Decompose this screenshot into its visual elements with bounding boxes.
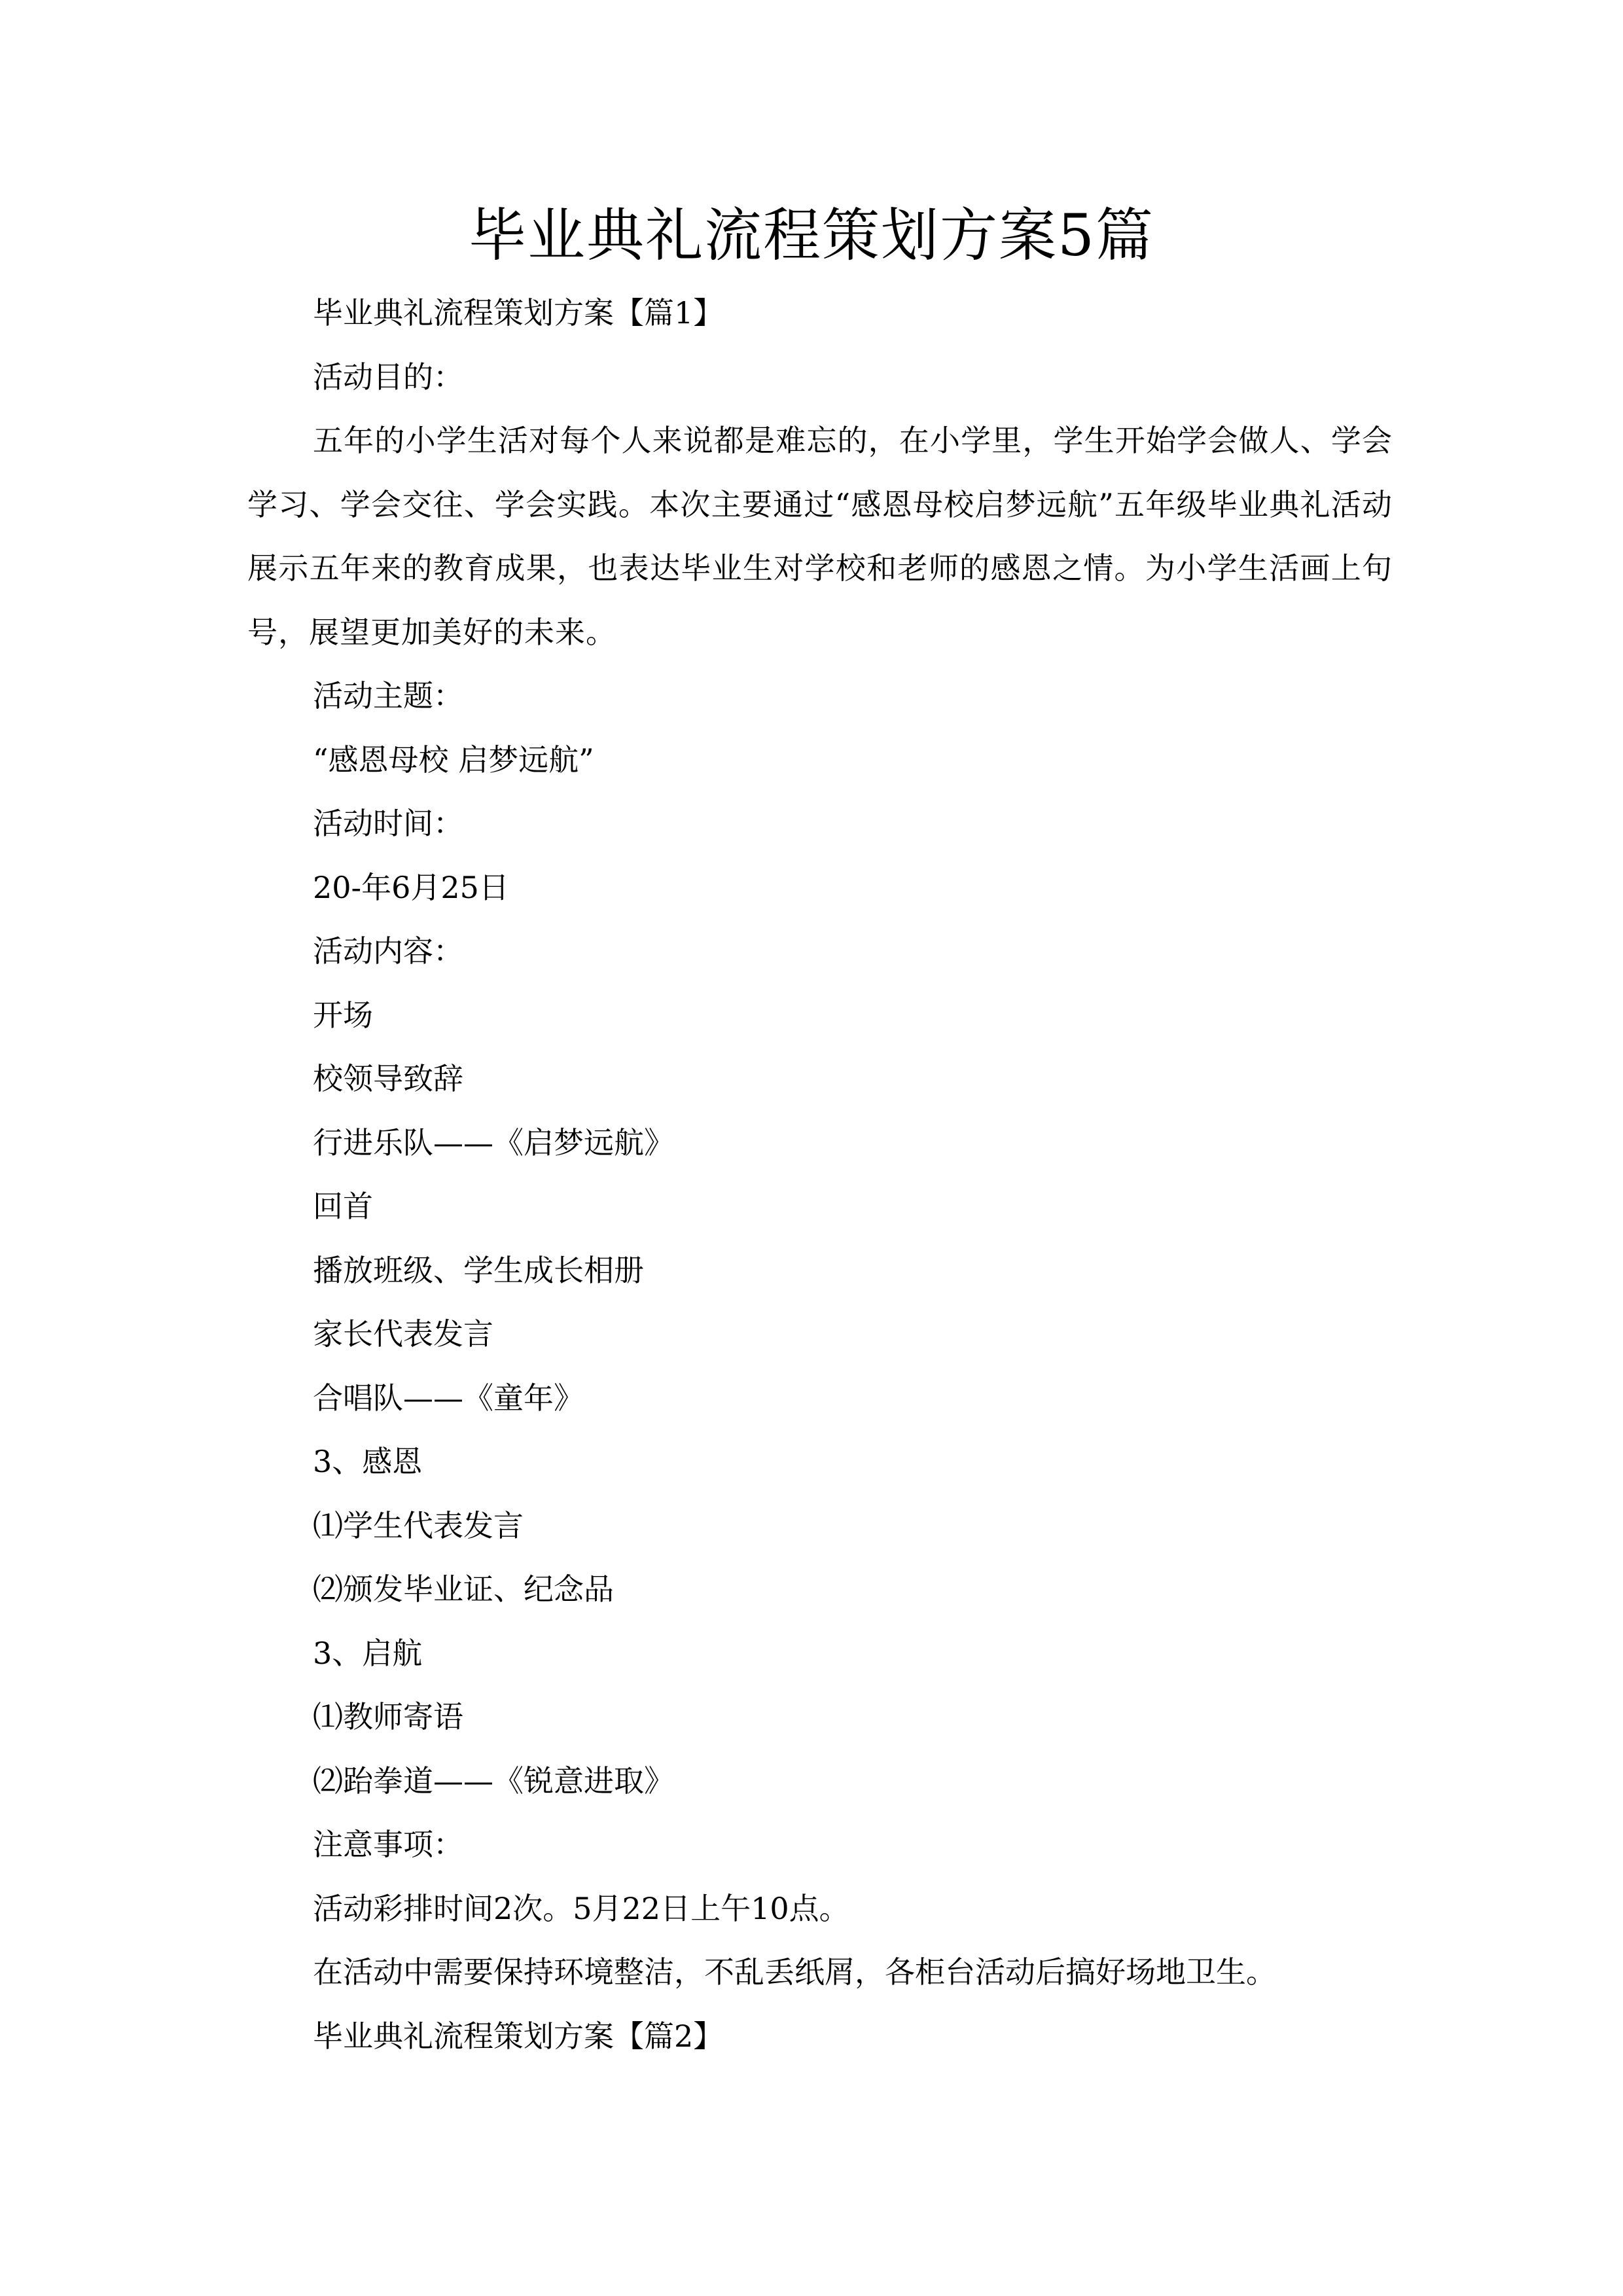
time-label: 活动时间：	[313, 806, 463, 841]
content-item: 校领导致辞	[313, 1061, 463, 1096]
content-item: 回首	[313, 1189, 373, 1224]
content-item: 开场	[313, 997, 373, 1033]
content-item: ⑵跆拳道——《锐意进取》	[313, 1763, 674, 1799]
content-item: 播放班级、学生成长相册	[313, 1252, 644, 1288]
content-item: ⑴学生代表发言	[313, 1507, 524, 1543]
section-heading-1: 毕业典礼流程策划方案【篇1】	[313, 295, 724, 331]
notes-label: 注意事项：	[313, 1827, 463, 1862]
purpose-paragraph: 五年的小学生活对每个人来说都是难忘的，在小学里，学生开始学会做人、学会学习、学会交往、学会实践。本次主要通过“感恩母校启梦远航”五年级毕业典礼活动展示五年来的教育成果，也表达毕业生对学校和老师的感恩之情。为小学生活画上句号，展望更加美好的未来。	[247, 423, 1393, 650]
notes-item: 在活动中需要保持环境整洁，不乱丢纸屑，各柜台活动后搞好场地卫生。	[313, 1954, 1276, 1990]
content-label: 活动内容：	[313, 933, 463, 969]
section-heading-2: 毕业典礼流程策划方案【篇2】	[313, 2018, 724, 2054]
document-title: 毕业典礼流程策划方案5篇	[469, 202, 1154, 269]
content-item: 3、启航	[313, 1635, 423, 1671]
content-item: 合唱队——《童年》	[313, 1380, 584, 1416]
content-item: ⑵颁发毕业证、纪念品	[313, 1571, 614, 1607]
content-item: 家长代表发言	[313, 1316, 493, 1352]
content-item: 行进乐队——《启梦远航》	[313, 1124, 674, 1160]
content-item: 3、感恩	[313, 1444, 423, 1479]
time-text: 20-年6月25日	[313, 869, 509, 905]
theme-label: 活动主题：	[313, 678, 463, 713]
content-list	[247, 984, 1393, 1814]
document-body	[247, 281, 1393, 2068]
notes-item: 活动彩排时间2次。5月22日上午10点。	[313, 1890, 849, 1926]
purpose-label: 活动目的：	[313, 359, 463, 395]
content-item: ⑴教师寄语	[313, 1699, 463, 1734]
theme-text: “感恩母校 启梦远航”	[313, 742, 594, 778]
